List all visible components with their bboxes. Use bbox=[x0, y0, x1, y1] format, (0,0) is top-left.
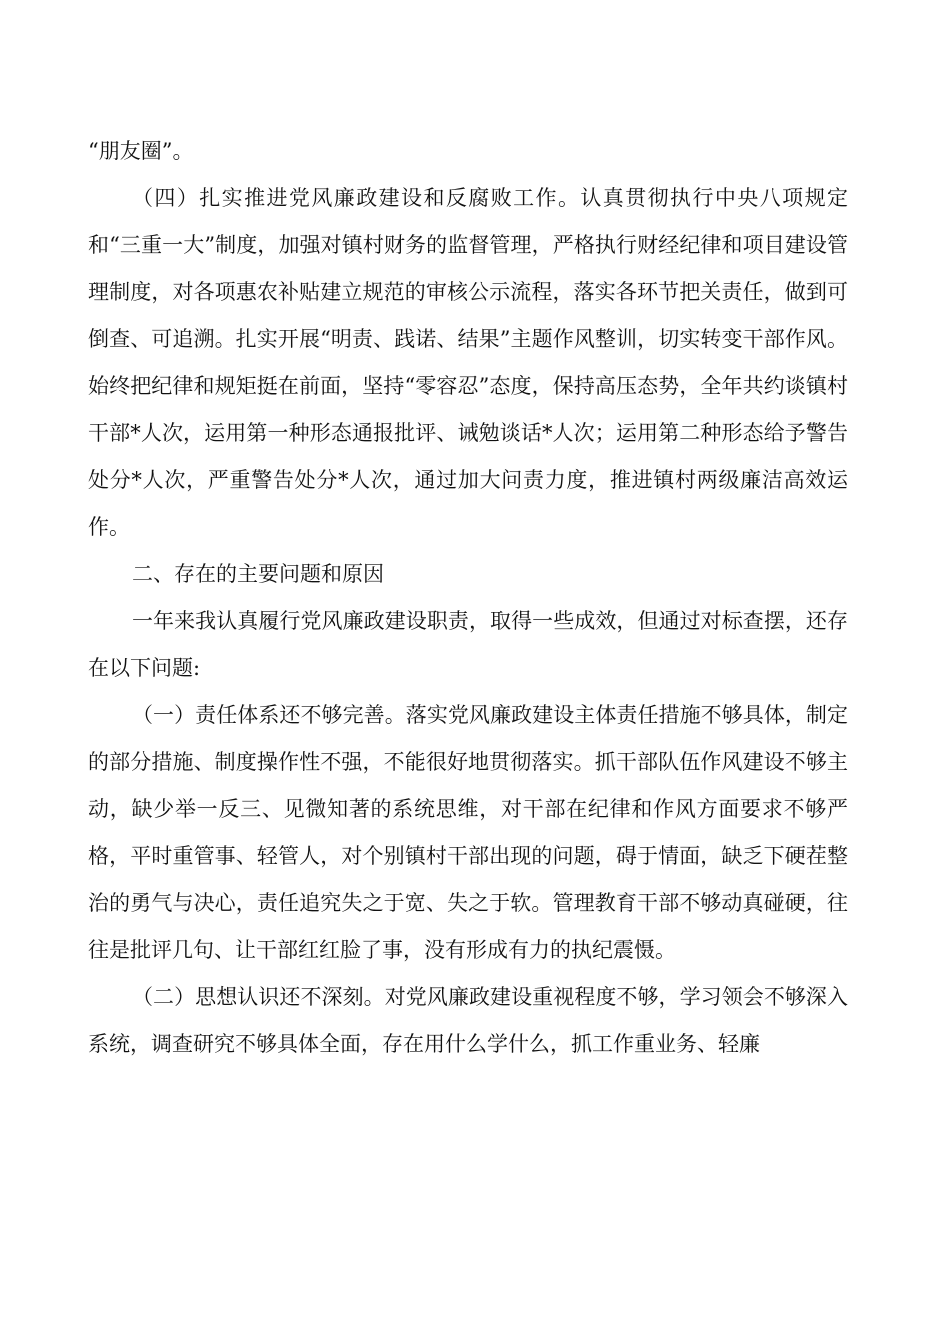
paragraph-intro-problems: 一年来我认真履行党风廉政建设职责，取得一些成效，但通过对标查摆，还存在以下问题: bbox=[88, 609, 848, 680]
paragraph-problem-two: （二）思想认识还不深刻。对党风廉政建设重视程度不够，学习领会不够深入系统，调查研究不够具体全面，存在用什么学什么，抓工作重业务、轻廉 bbox=[88, 985, 848, 1056]
paragraph-problem-one: （一）责任体系还不够完善。落实党风廉政建设主体责任措施不够具体，制定的部分措施、制度操作性不强，不能很好地贯彻落实。抓干部队伍作风建设不够主动，缺少举一反三、见微知著的系统思维，对干部在纪律和作风方面要求不够严格，平时重管事、轻管人，对个别镇村干部出现的问题，碍于情面，缺乏下硬茬整治的勇气与决心，责任追究失之于宽、失之于软。管理教育干部不够动真碰硬，往往是批评几句、让干部红红脸了事，没有形成有力的执纪震慑。 bbox=[88, 703, 848, 962]
section-heading-problems: 二、存在的主要问题和原因 bbox=[132, 562, 384, 586]
paragraph-section-four: （四）扎实推进党风廉政建设和反腐败工作。认真贯彻执行中央八项规定和“三重一大”制度，加强对镇村财务的监督管理，严格执行财经纪律和项目建设管理制度，对各项惠农补贴建立规范的审核公示流程，落实各环节把关责任，做到可倒查、可追溯。扎实开展“明责、践诺、结果”主题作风整训，切实转变干部作风。始终把纪律和规矩挺在前面，坚持“零容忍”态度，保持高压态势，全年共约谈镇村干部*人次，运用第一种形态通报批评、诫勉谈话*人次；运用第二种形态给予警告处分*人次，严重警告处分*人次，通过加大问责力度，推进镇村两级廉洁高效运作。 bbox=[88, 186, 848, 539]
document-page bbox=[88, 128, 848, 1228]
paragraph-continuation: “朋友圈”。 bbox=[88, 139, 194, 163]
